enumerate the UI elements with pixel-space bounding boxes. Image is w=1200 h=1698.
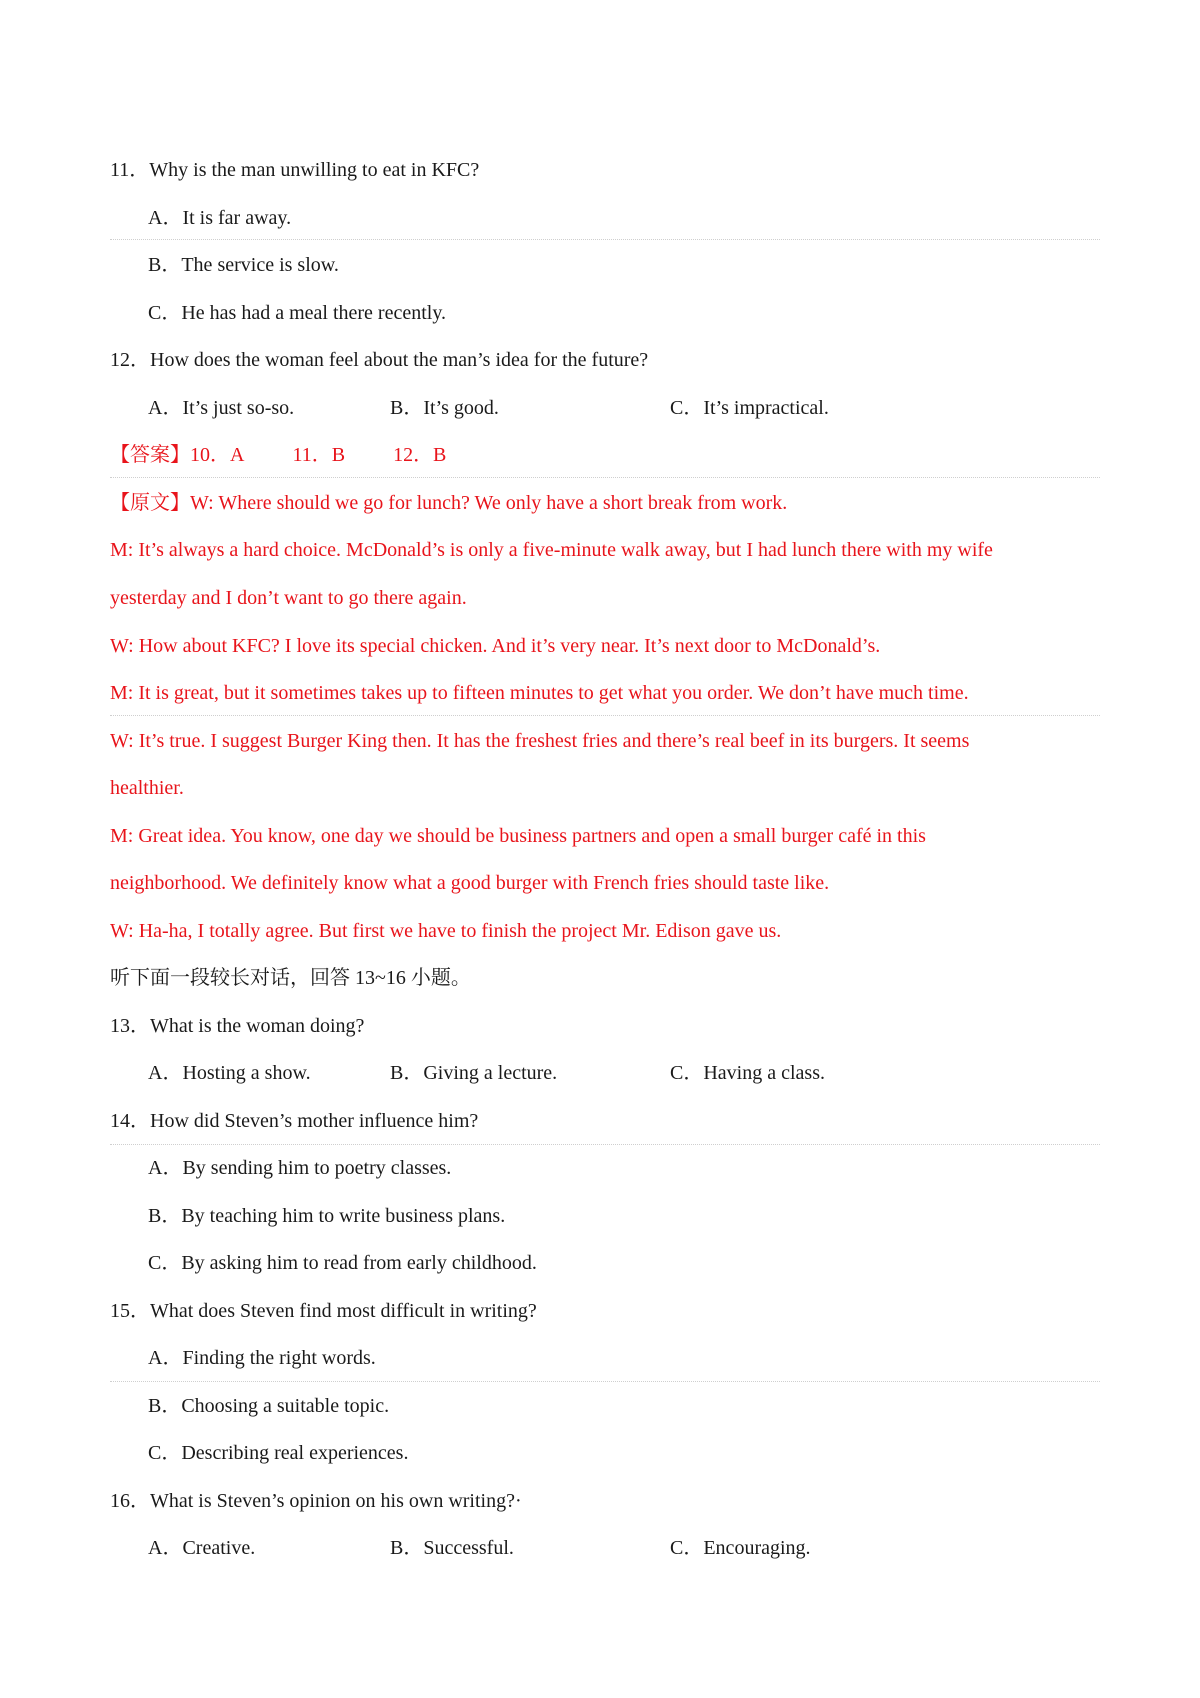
question-text: How did Steven’s mother influence him? xyxy=(150,1110,479,1132)
dotted-rule xyxy=(110,1381,1100,1382)
option-text: Having a class. xyxy=(703,1062,825,1084)
option-letter: A． xyxy=(148,1537,183,1559)
option-12-a xyxy=(148,394,294,422)
option-text: Creative. xyxy=(182,1537,256,1559)
option-13-a xyxy=(148,1059,311,1087)
question-text: How does the woman feel about the man’s idea for the future? xyxy=(150,349,649,371)
answer-item: 11．B xyxy=(292,444,346,466)
transcript-line: healthier. xyxy=(110,777,184,799)
transcript-line: M: Great idea. You know, one day we should be business partners and open a small burger café in this xyxy=(110,825,926,847)
option-14-c xyxy=(148,1249,537,1277)
option-11-c xyxy=(148,299,446,327)
option-letter: C． xyxy=(670,1537,704,1559)
option-text: By sending him to poetry classes. xyxy=(182,1157,452,1179)
question-11 xyxy=(110,156,479,184)
option-12-c xyxy=(670,394,829,422)
question-number: 15． xyxy=(110,1300,150,1322)
option-text: Choosing a suitable topic. xyxy=(181,1395,390,1417)
answer-item: 10．A xyxy=(190,444,245,466)
option-text: It’s good. xyxy=(423,397,499,419)
transcript-line: M: It is great, but it sometimes takes up to fifteen minutes to get what you order. We don’t have much time. xyxy=(110,682,969,704)
dotted-rule xyxy=(110,1144,1100,1145)
dotted-rule xyxy=(110,715,1100,716)
transcript-line: W: Ha-ha, I totally agree. But first we have to finish the project Mr. Edison gave us. xyxy=(110,920,782,942)
option-15-a xyxy=(148,1344,376,1372)
transcript-line: yesterday and I don’t want to go there again. xyxy=(110,587,467,609)
option-text: By asking him to read from early childhood. xyxy=(181,1252,537,1274)
option-text: Describing real experiences. xyxy=(181,1442,409,1464)
option-letter: C． xyxy=(670,1062,704,1084)
question-text: Why is the man unwilling to eat in KFC? xyxy=(149,159,480,181)
question-number: 13． xyxy=(110,1015,150,1037)
option-letter: C． xyxy=(148,1442,182,1464)
option-letter: B． xyxy=(390,1062,424,1084)
option-text: Finding the right words. xyxy=(182,1347,376,1369)
option-letter: B． xyxy=(148,254,182,276)
option-16-b xyxy=(390,1534,514,1562)
option-16-c xyxy=(670,1534,811,1562)
option-text: Encouraging. xyxy=(703,1537,811,1559)
transcript-text: W: Where should we go for lunch? We only have a short break from work. xyxy=(190,492,788,514)
option-letter: B． xyxy=(390,1537,424,1559)
answer-key xyxy=(110,441,446,469)
question-number: 14． xyxy=(110,1110,150,1132)
transcript-line: neighborhood. We definitely know what a good burger with French fries should taste like. xyxy=(110,872,830,894)
transcript-label: 【原文】 xyxy=(110,492,190,514)
option-text: It is far away. xyxy=(182,207,292,229)
option-letter: C． xyxy=(148,1252,182,1274)
option-text: It’s just so-so. xyxy=(182,397,295,419)
question-14 xyxy=(110,1107,478,1135)
option-text: Successful. xyxy=(423,1537,514,1559)
question-text: What is the woman doing? xyxy=(150,1015,365,1037)
question-15 xyxy=(110,1297,537,1325)
transcript-line xyxy=(110,489,787,517)
answer-item: 12．B xyxy=(393,444,447,466)
option-11-b xyxy=(148,251,339,279)
question-13 xyxy=(110,1012,364,1040)
option-14-b xyxy=(148,1202,505,1230)
question-text: What does Steven find most difficult in writing? xyxy=(150,1300,537,1322)
option-letter: B． xyxy=(148,1205,182,1227)
answer-label: 【答案】 xyxy=(110,444,190,466)
question-text: What is Steven’s opinion on his own writing?· xyxy=(150,1490,522,1512)
option-12-b xyxy=(390,394,499,422)
option-14-a xyxy=(148,1154,451,1182)
option-letter: C． xyxy=(670,397,704,419)
option-letter: B． xyxy=(148,1395,182,1417)
option-letter: A． xyxy=(148,1062,183,1084)
question-number: 16． xyxy=(110,1490,150,1512)
option-text: The service is slow. xyxy=(181,254,339,276)
option-letter: A． xyxy=(148,207,183,229)
option-letter: B． xyxy=(390,397,424,419)
question-number: 11． xyxy=(110,159,150,181)
option-11-a xyxy=(148,204,291,232)
option-13-c xyxy=(670,1059,825,1087)
section-intro: 听下面一段较长对话，回答 13~16 小题。 xyxy=(110,967,471,989)
option-13-b xyxy=(390,1059,557,1087)
option-text: Giving a lecture. xyxy=(423,1062,558,1084)
transcript-line: M: It’s always a hard choice. McDonald’s is only a five-minute walk away, but I had lunch there with my wife xyxy=(110,539,993,561)
question-number: 12． xyxy=(110,349,150,371)
option-text: By teaching him to write business plans. xyxy=(181,1205,506,1227)
question-12 xyxy=(110,346,648,374)
transcript-line: W: It’s true. I suggest Burger King then. It has the freshest fries and there’s real beef in its burgers. It seems xyxy=(110,730,970,752)
option-letter: A． xyxy=(148,397,183,419)
question-16 xyxy=(110,1487,522,1515)
option-15-c xyxy=(148,1439,408,1467)
option-text: Hosting a show. xyxy=(182,1062,311,1084)
option-letter: A． xyxy=(148,1157,183,1179)
option-text: It’s impractical. xyxy=(703,397,829,419)
transcript-line: W: How about KFC? I love its special chicken. And it’s very near. It’s next door to McDonald’s. xyxy=(110,635,881,657)
option-letter: C． xyxy=(148,302,182,324)
dotted-rule xyxy=(110,239,1100,240)
option-text: He has had a meal there recently. xyxy=(181,302,447,324)
option-16-a xyxy=(148,1534,255,1562)
option-15-b xyxy=(148,1392,389,1420)
dotted-rule xyxy=(110,477,1100,478)
option-letter: A． xyxy=(148,1347,183,1369)
